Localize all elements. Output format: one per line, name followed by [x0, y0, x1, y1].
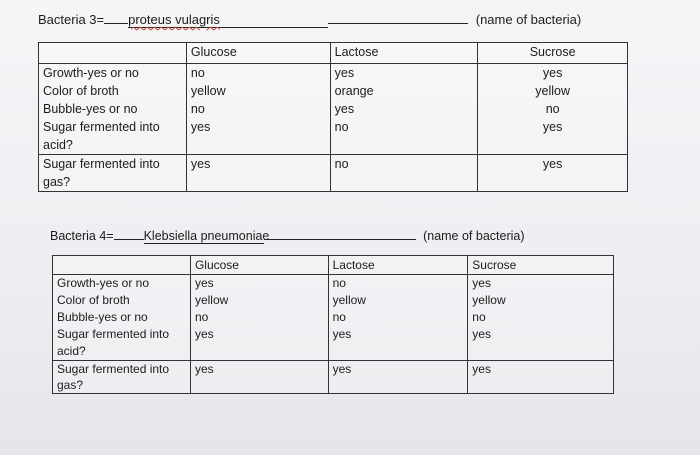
blank-line — [328, 12, 468, 24]
header-lactose: Lactose — [330, 43, 478, 64]
bacteria-4-suffix: (name of bacteria) — [423, 229, 525, 243]
row-labels-cell — [53, 275, 191, 361]
gas-label-cell — [53, 361, 191, 394]
glucose-color: yellow — [194, 293, 229, 307]
bacteria-3-name-field — [128, 12, 328, 28]
header-glucose: Glucose — [190, 256, 328, 275]
table-row — [53, 361, 614, 394]
header-sucrose: Sucrose — [468, 256, 614, 275]
header-empty — [53, 256, 191, 275]
glucose-gas: yes — [190, 361, 328, 394]
row-label-color: Color of broth — [57, 293, 130, 307]
sucrose-bubble: no — [545, 102, 560, 116]
sucrose-acid: yes — [542, 120, 563, 134]
glucose-acid: yes — [190, 120, 211, 134]
table-header-row — [39, 43, 628, 64]
header-sucrose: Sucrose — [478, 43, 628, 64]
glucose-color: yellow — [190, 84, 226, 98]
bacteria-4-name-field — [143, 229, 270, 244]
row-label-acid: Sugar fermented into — [43, 120, 160, 134]
row-label-acid-2: acid? — [57, 344, 86, 358]
lactose-acid: yes — [332, 327, 352, 341]
lactose-values-cell — [330, 64, 478, 155]
gas-label-2: gas? — [43, 175, 71, 189]
bacteria-4-heading — [50, 228, 525, 243]
sucrose-values-cell — [478, 64, 628, 155]
table-row — [53, 275, 614, 361]
header-glucose: Glucose — [186, 43, 330, 64]
row-labels-cell — [39, 64, 187, 155]
row-label-bubble: Bubble-yes or no — [43, 102, 138, 116]
sucrose-growth: yes — [542, 66, 563, 80]
table-header-row — [53, 256, 614, 275]
gas-label-1: Sugar fermented into — [57, 362, 170, 376]
bacteria-3-name: proteus vulagris — [128, 12, 220, 27]
sucrose-acid: yes — [472, 327, 491, 341]
glucose-growth: yes — [194, 276, 214, 290]
sucrose-color: yellow — [535, 84, 571, 98]
blank-line — [104, 12, 128, 24]
glucose-gas: yes — [186, 155, 330, 192]
sucrose-bubble: no — [472, 310, 486, 324]
table-bacteria-3 — [38, 42, 628, 192]
row-label-color: Color of broth — [43, 84, 119, 98]
blank-line — [264, 228, 416, 240]
lactose-color: yellow — [332, 293, 366, 307]
header-empty — [39, 43, 187, 64]
gas-label-1: Sugar fermented into — [43, 157, 160, 171]
sucrose-gas: yes — [478, 155, 628, 192]
blank-line — [114, 228, 144, 240]
lactose-growth: no — [332, 276, 346, 290]
bacteria-4-name: Klebsiella pneumoniae — [143, 229, 270, 243]
sucrose-gas: yes — [468, 361, 614, 394]
lactose-values-cell — [328, 275, 468, 361]
glucose-growth: no — [190, 66, 205, 80]
lactose-bubble: yes — [334, 102, 355, 116]
row-label-growth: Growth-yes or no — [43, 66, 139, 80]
glucose-values-cell — [186, 64, 330, 155]
gas-label-2: gas? — [57, 378, 84, 392]
lactose-gas: no — [330, 155, 478, 192]
gas-label-cell — [39, 155, 187, 192]
table-row — [39, 155, 628, 192]
bacteria-3-suffix: (name of bacteria) — [475, 12, 582, 27]
sucrose-values-cell — [468, 275, 614, 361]
row-label-bubble: Bubble-yes or no — [57, 310, 148, 324]
bacteria-3-heading — [38, 12, 581, 27]
bacteria-3-prefix: Bacteria 3= — [38, 12, 105, 27]
lactose-gas: yes — [328, 361, 468, 394]
lactose-growth: yes — [334, 66, 355, 80]
table-bacteria-4 — [52, 255, 614, 394]
header-lactose: Lactose — [328, 256, 468, 275]
glucose-bubble: no — [190, 102, 205, 116]
glucose-values-cell — [190, 275, 328, 361]
lactose-bubble: no — [332, 310, 346, 324]
glucose-acid: yes — [194, 327, 214, 341]
lactose-acid: no — [334, 120, 349, 134]
sucrose-color: yellow — [472, 293, 506, 307]
row-label-growth: Growth-yes or no — [57, 276, 150, 290]
table-row — [39, 64, 628, 155]
row-label-acid-2: acid? — [43, 138, 73, 152]
bacteria-4-prefix: Bacteria 4= — [50, 229, 114, 243]
row-label-acid: Sugar fermented into — [57, 327, 170, 341]
glucose-bubble: no — [194, 310, 209, 324]
sucrose-growth: yes — [472, 276, 491, 290]
lactose-color: orange — [334, 84, 374, 98]
